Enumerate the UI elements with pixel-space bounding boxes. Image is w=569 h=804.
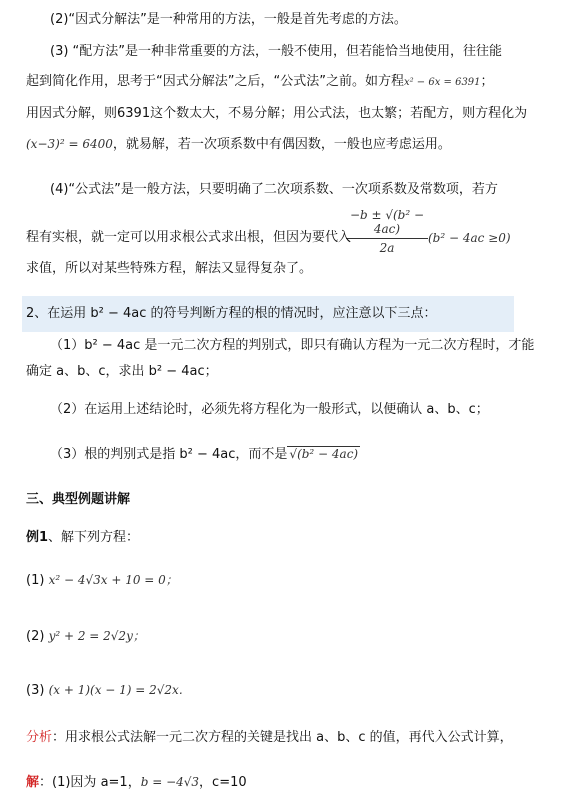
equation-3: (3) (x + 1)(x − 1) = 2√2x.	[26, 683, 183, 698]
point-1-line1: （1）b² − 4ac 是一元二次方程的判别式，即只有确认方程为一元二次方程时，才能	[50, 338, 535, 353]
solution-paragraph: 解：(1)因为 a=1，b = −4√3，c=10	[26, 775, 247, 790]
solution-label: 解	[26, 775, 40, 790]
paragraph-method-3-line2: 起到简化作用，思考于“因式分解法”之后，“公式法”之前。如方程x² − 6x = 6391；	[26, 74, 494, 89]
section-3-heading: 三、典型例题讲解	[26, 492, 131, 507]
paragraph-method-2: (2)“因式分解法”是一种常用的方法，一般是首先考虑的方法。	[50, 12, 407, 27]
analysis-paragraph: 分析：用求根公式法解一元二次方程的关键是找出 a、b、c 的值，再代入公式计算，	[26, 730, 513, 745]
paragraph-method-3-line4: (x−3)² = 6400，就易解，若一次项系数中有偶因数，一般也应考虑运用。	[26, 137, 451, 152]
example-1-heading: 例1、解下列方程：	[26, 530, 140, 545]
sqrt-discriminant: √(b² − 4ac)	[289, 447, 359, 461]
analysis-label: 分析	[26, 730, 53, 745]
paragraph-method-4-line2: 程有实根，就一定可以用求根公式求出根，但因为要代入	[26, 230, 352, 245]
equation-completed-square: (x−3)² = 6400	[26, 137, 113, 151]
section-2-heading: 2、在运用 b² − 4ac 的符号判断方程的根的情况时，应注意以下三点：	[26, 306, 437, 321]
point-2: （2）在运用上述结论时，必须先将方程化为一般形式，以便确认 a、b、c；	[50, 402, 489, 417]
point-3: （3）根的判别式是指 b² − 4ac，而不是 √(b² − 4ac)	[50, 447, 359, 462]
equation-example: x² − 6x = 6391	[403, 77, 481, 88]
point-1-line2: 确定 a、b、c，求出 b² − 4ac；	[26, 364, 218, 379]
paragraph-method-3-line3: 用因式分解，则6391这个数太大，不易分解；用公式法，也太繁；若配方，则方程化为	[26, 106, 528, 121]
equation-1: (1) x² − 4√3x + 10 = 0；	[26, 573, 178, 588]
paragraph-method-4-line3: 求值，所以对某些特殊方程，解法又显得复杂了。	[26, 261, 313, 276]
paragraph-method-4-line1: (4)“公式法”是一般方法，只要明确了二次项系数、一次项系数及常数项，若方	[50, 182, 498, 197]
equation-2: (2) y² + 2 = 2√2y；	[26, 629, 145, 644]
discriminant-condition: (b² − 4ac ≥0)	[428, 231, 511, 245]
paragraph-method-3-line1: (3) “配方法”是一种非常重要的方法，一般不使用，但若能恰当地使用，往往能	[50, 44, 503, 59]
quadratic-formula: −b ± √(b² − 4ac) 2a	[346, 208, 428, 255]
section-2-highlight	[22, 296, 514, 332]
